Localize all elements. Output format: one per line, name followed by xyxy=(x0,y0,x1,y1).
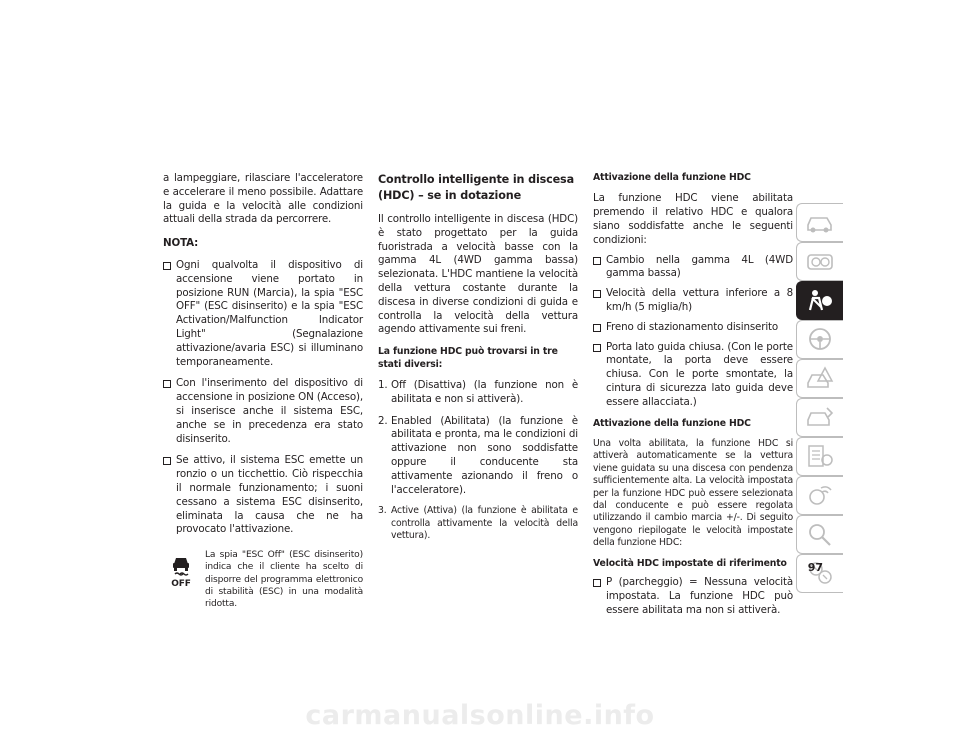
esc-off-note-text: La spia "ESC Off" (ESC disinserito) indica che il cliente ha scelto di disporre del programma elettronico di stabilità (ESC) in una modalità ridotta. xyxy=(205,550,363,609)
bullet-box-icon xyxy=(593,579,601,587)
page-number: 97 xyxy=(807,561,823,574)
hdc-activate-heading: Attivazione della funzione HDC xyxy=(593,417,751,429)
hdc-activate-body: Una volta abilitata, la funzione HDC si attiverà automaticamente se la vettura viene guidata su una discesa con pendenza sufficientemente alta. La velocità impostata per la funzione HDC può essere selezionata dal conducente e può essere regolata utilizzando il cambio marcia +/-. Di seguito vengono riepilogate le velocità impostate della funzione HDC: xyxy=(593,437,793,549)
column-middle xyxy=(378,172,578,543)
hdc-body: Il controllo intelligente in discesa (HDC) è stato progettato per la guida fuoristrada a velocità basse con la gamma 4L (4WD gamma bassa) selezionata. L'HDC mantiene la velocità della vettura costante durante la discesa in diverse condizioni di guida e controlla la velocità della vettura agendo attivamente sui freni. xyxy=(378,213,578,336)
esc-off-label: OFF xyxy=(171,579,191,590)
dashboard-icon xyxy=(805,248,835,274)
column-right xyxy=(593,172,793,617)
column-left xyxy=(163,172,363,609)
nota-label: NOTA: xyxy=(163,237,199,250)
specifications-icon xyxy=(805,443,835,469)
multimedia-icon xyxy=(805,482,835,508)
bullet-box-icon xyxy=(593,290,601,298)
hdc-state-item: 1. Off (Disattiva) (la funzione non è abilitata e non si attiverà). xyxy=(378,378,578,405)
bullet-box-icon xyxy=(593,257,601,265)
esc-off-icon xyxy=(168,552,194,590)
hdc-enable-body: La funzione HDC viene abilitata premendo il relativo HDC e qualora siano soddisfatte anche le seguenti condizioni: xyxy=(593,192,793,246)
vehicle-icon xyxy=(805,209,835,235)
tab-index[interactable] xyxy=(796,515,843,554)
condition-bullet: Porta lato guida chiusa. (Con le porte montate, la porta deve essere chiusa. Con le porte smontate, la cintura di sicurezza lato guida deve essere allacciata.) xyxy=(593,341,793,410)
bullet-box-icon xyxy=(163,457,171,465)
hdc-speed-heading: Velocità HDC impostate di riferimento xyxy=(593,557,787,569)
tab-vehicle[interactable] xyxy=(796,203,843,242)
bullet-box-icon xyxy=(163,380,171,388)
service-icon xyxy=(805,404,835,430)
hdc-state-item: 3. Active (Attiva) (la funzione è abilitata e controlla attivamente la velocità della vettura). xyxy=(378,505,578,542)
bullet-box-icon xyxy=(593,324,601,332)
speed-bullet: P (parcheggio) = Nessuna velocità impostata. La funzione HDC può essere abilitata ma non si attiverà. xyxy=(593,576,793,617)
nota-bullet: Se attivo, il sistema ESC emette un ronzio o un ticchettio. Ciò rispecchia il normale funzionamento; i suoni cessano a sistema ESC disinserito, eliminata la causa che ne ha provocato l'attivazione. xyxy=(163,454,363,537)
tab-safety[interactable] xyxy=(796,281,843,320)
tab-multimedia[interactable] xyxy=(796,476,843,515)
hdc-states-heading: La funzione HDC può trovarsi in tre stati diversi: xyxy=(378,346,558,370)
bullet-box-icon xyxy=(593,344,601,352)
index-icon xyxy=(805,521,835,547)
safety-icon xyxy=(805,287,835,313)
hdc-enable-heading: Attivazione della funzione HDC xyxy=(593,172,751,183)
condition-bullet: Velocità della vettura inferiore a 8 km/h (5 miglia/h) xyxy=(593,287,793,315)
emergency-icon xyxy=(805,365,835,391)
hdc-state-item: 2. Enabled (Abilitata) (la funzione è abilitata e pronta, ma le condizioni di attivazione non sono soddisfatte oppure il conducente sta attivamente azionando il freno o l'acceleratore). xyxy=(378,414,578,496)
tab-emergency[interactable] xyxy=(796,359,843,398)
nota-bullet: Ogni qualvolta il dispositivo di accensione viene portato in posizione RUN (Marcia), la spia "ESC OFF" (ESC disinserito) e la spia "ESC Activation/Malfunction Indicator Light" (Segnalazione attivazione/avaria ESC) si illuminano temporaneamente. xyxy=(163,259,363,369)
tab-dashboard[interactable] xyxy=(796,242,843,281)
tab-driving[interactable] xyxy=(796,320,843,359)
tab-specifications[interactable] xyxy=(796,437,843,476)
hdc-section-title: Controllo intelligente in discesa (HDC) – se in dotazione xyxy=(378,173,574,202)
condition-bullet: Freno di stazionamento disinserito xyxy=(593,321,793,335)
intro-paragraph: a lampeggiare, rilasciare l'acceleratore e accelerare il meno possibile. Adattare la guida e la velocità alle condizioni attuali della strada da percorrere. xyxy=(163,172,363,226)
condition-bullet: Cambio nella gamma 4L (4WD gamma bassa) xyxy=(593,254,793,282)
nota-bullet: Con l'inserimento del dispositivo di accensione in posizione ON (Acceso), si inserisce anche il sistema ESC, anche se in precedenza era stato disinserito. xyxy=(163,377,363,446)
tab-service[interactable] xyxy=(796,398,843,437)
watermark: carmanualsonline.info xyxy=(305,700,655,731)
esc-off-note xyxy=(163,549,363,609)
bullet-box-icon xyxy=(163,262,171,270)
steering-wheel-icon xyxy=(805,326,835,352)
